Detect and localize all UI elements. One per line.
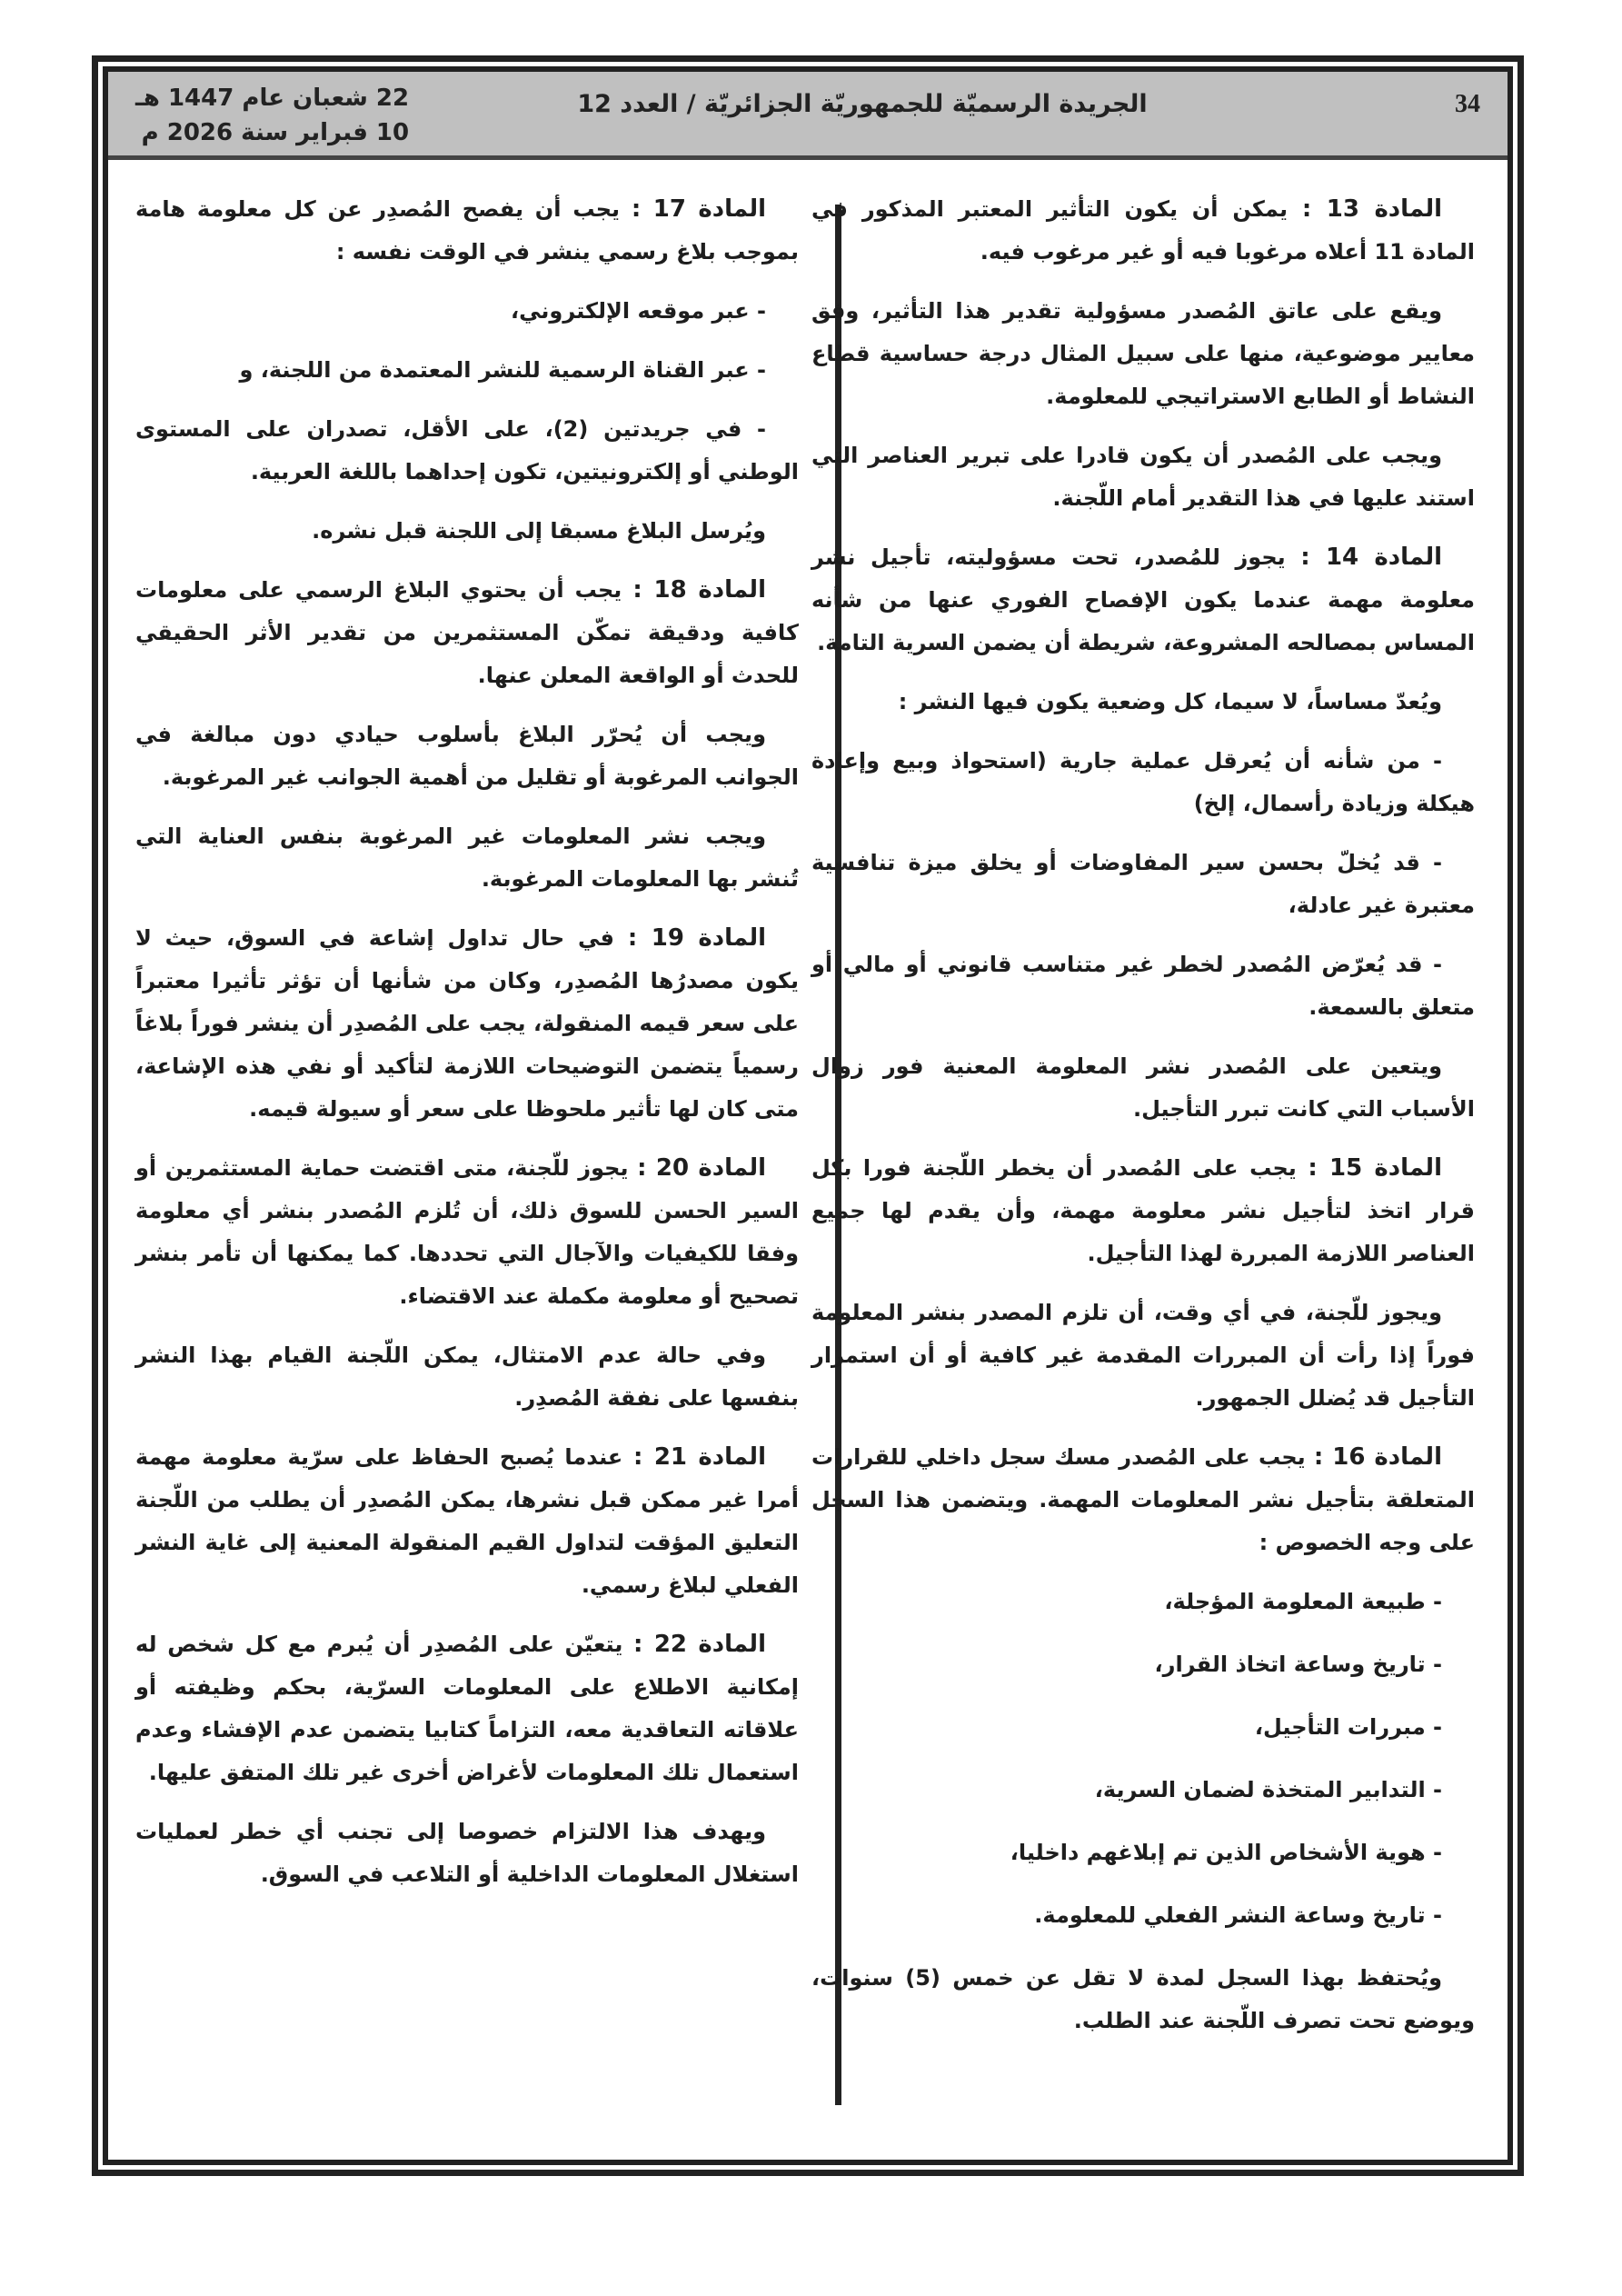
bullet-item: - من شأنه أن يُعرقل عملية جارية (استحواذ وبيع وإعادة هيكلة وزيادة رأسمال، إلخ) bbox=[811, 748, 1475, 816]
article-14: المادة 14 : يجوز للمُصدر، تحت مسؤوليته، تأجيل نشر معلومة مهمة عندما يكون الإفصاح الفوري عنها من شأنه المساس بمصالحه المشروعة، شريطة أن يضمن السرية التامة. bbox=[811, 544, 1475, 655]
page-outer-border bbox=[92, 55, 1524, 2176]
paragraph: ويجب نشر المعلومات غير المرغوبة بنفس العناية التي تُنشر بها المعلومات المرغوبة. bbox=[135, 824, 799, 892]
paragraph: ويتعين على المُصدر نشر المعلومة المعنية فور زوال الأسباب التي كانت تبرر التأجيل. bbox=[811, 1053, 1475, 1122]
paragraph: ويُرسل البلاغ مسبقا إلى اللجنة قبل نشره. bbox=[312, 518, 766, 544]
bullet-item: - قد يُعرّض المُصدر لخطر غير متناسب قانوني أو مالي أو متعلق بالسمعة. bbox=[811, 952, 1475, 1020]
closing-paragraph: ويُحتفظ بهذا السجل لمدة لا تقل عن خمس (5) سنوات، ويوضع تحت تصرف اللّجنة عند الطلب. bbox=[811, 1965, 1475, 2033]
issue-dates bbox=[135, 81, 409, 150]
left-column bbox=[135, 188, 799, 1912]
register-list-item: - هوية الأشخاص الذين تم إبلاغهم داخليا، bbox=[1010, 1840, 1442, 1865]
article-17: المادة 17 : يجب أن يفصح المُصدِر عن كل معلومة هامة بموجب بلاغ رسمي ينشر في الوقت نفسه : bbox=[135, 195, 799, 265]
article-label: المادة 15 : bbox=[1308, 1154, 1442, 1182]
paragraph: ويُعدّ مساساً، لا سيما، كل وضعية يكون فيها النشر : bbox=[898, 689, 1442, 714]
bullet-item: - في جريدتين (2)، على الأقل، تصدران على المستوى الوطني أو إلكترونيتين، تكون إحداهما باللغة العربية. bbox=[135, 416, 799, 484]
paragraph: ويجب على المُصدر أن يكون قادرا على تبرير العناصر التي استند عليها في هذا التقدير أمام اللّجنة. bbox=[811, 443, 1475, 511]
date-gregorian: 10 فبراير سنة 2026 م bbox=[141, 119, 410, 146]
bullet-item: - عبر موقعه الإلكتروني، bbox=[511, 298, 766, 324]
register-list-item: - طبيعة المعلومة المؤجلة، bbox=[1164, 1589, 1442, 1614]
paragraph: وفي حالة عدم الامتثال، يمكن اللّجنة القيام بهذا النشر بنفسها على نفقة المُصدِر. bbox=[135, 1343, 799, 1411]
paragraph: ويجب أن يُحرّر البلاغ بأسلوب حيادي دون مبالغة في الجوانب المرغوبة أو تقليل من أهمية الجوانب غير المرغوبة. bbox=[135, 722, 799, 790]
article-label: المادة 19 : bbox=[627, 924, 766, 952]
article-label: المادة 17 : bbox=[631, 195, 766, 223]
article-label: المادة 21 : bbox=[633, 1443, 766, 1471]
article-label: المادة 22 : bbox=[633, 1631, 766, 1658]
bullet-item: - عبر القناة الرسمية للنشر المعتمدة من اللجنة، و bbox=[239, 357, 766, 383]
bullet-item: - قد يُخلّ بحسن سير المفاوضات أو يخلق ميزة تنافسية معتبرة غير عادلة، bbox=[811, 850, 1475, 918]
article-16: المادة 16 : يجب على المُصدر مسك سجل داخلي للقرارات المتعلقة بتأجيل نشر المعلومات المهمة. ويتضمن هذا السجل على وجه الخصوص : bbox=[811, 1443, 1475, 1555]
paragraph: ويقع على عاتق المُصدر مسؤولية تقدير هذا التأثير، وفق معايير موضوعية، منها على سبيل المثال درجة حساسية قطاع النشاط أو الطابع الاستراتيجي للمعلومة. bbox=[811, 298, 1475, 409]
body-columns bbox=[135, 170, 1482, 2132]
article-20: المادة 20 : يجوز للّجنة، متى اقتضت حماية المستثمرين أو السير الحسن للسوق ذلك، أن تُلزم المُصدر بنشر أي معلومة وفقا للكيفيات والآجال التي تحددها. كما يمكنها أن تأمر بنشر تصحيح أو معلومة مكملة عند الاقتضاء. bbox=[135, 1154, 799, 1309]
right-column bbox=[811, 188, 1475, 2059]
register-list-item: - تاريخ وساعة النشر الفعلي للمعلومة. bbox=[1034, 1902, 1442, 1928]
article-label: المادة 14 : bbox=[1300, 544, 1442, 571]
article-label: المادة 20 : bbox=[637, 1154, 766, 1182]
gazette-title: الجريدة الرسميّة للجمهوريّة الجزائريّة / العدد 12 bbox=[577, 90, 1148, 118]
article-label: المادة 13 : bbox=[1301, 195, 1442, 223]
article-22: المادة 22 : يتعيّن على المُصدِر أن يُبرم مع كل شخص له إمكانية الاطلاع على المعلومات السرّية، بحكم وظيفته أو علاقاته التعاقدية معه، التزاماً كتابيا يتضمن عدم الإفشاء وعدم استعمال تلك المعلومات لأغراض أخرى غير تلك المتفق عليها. bbox=[135, 1631, 799, 1785]
article-label: المادة 18 : bbox=[632, 576, 766, 604]
page-header bbox=[108, 72, 1508, 160]
paragraph: ويهدف هذا الالتزام خصوصا إلى تجنب أي خطر لعمليات استغلال المعلومات الداخلية أو التلاعب في السوق. bbox=[135, 1819, 799, 1887]
article-13: المادة 13 : يمكن أن يكون التأثير المعتبر المذكور في المادة 11 أعلاه مرغوبا فيه أو غير مرغوب فيه. bbox=[811, 195, 1475, 265]
register-list-item: - تاريخ وساعة اتخاذ القرار، bbox=[1154, 1652, 1442, 1677]
paragraph: ويجوز للّجنة، في أي وقت، أن تلزم المصدر بنشر المعلومة فوراً إذا رأت أن المبررات المقدمة غير كافية أو أن استمرار التأجيل قد يُضلل الجمهور. bbox=[811, 1300, 1475, 1411]
article-18: المادة 18 : يجب أن يحتوي البلاغ الرسمي على معلومات كافية ودقيقة تمكّن المستثمرين من تقدير الأثر الحقيقي للحدث أو الواقعة المعلن عنها. bbox=[135, 576, 799, 688]
page-number: 34 bbox=[1455, 90, 1480, 118]
article-21: المادة 21 : عندما يُصبح الحفاظ على سرّية معلومة مهمة أمرا غير ممكن قبل نشرها، يمكن المُصدِر أن يطلب من اللّجنة التعليق المؤقت لتداول القيم المنقولة المعنية إلى غاية النشر الفعلي لبلاغ رسمي. bbox=[135, 1443, 799, 1598]
register-list-item: - التدابير المتخذة لضمان السرية، bbox=[1094, 1777, 1442, 1802]
article-19: المادة 19 : في حال تداول إشاعة في السوق، حيث لا يكون مصدرُها المُصدِر، وكان من شأنها أن تؤثر تأثيرا معتبراً على سعر قيمه المنقولة، يجب على المُصدِر أن ينشر فوراً بلاغاً رسمياً يتضمن التوضيحات اللازمة لتأكيد أو نفي هذه الإشاعة، متى كان لها تأثير ملحوظا على سعر أو سيولة قيمه. bbox=[135, 924, 799, 1122]
article-label: المادة 16 : bbox=[1313, 1443, 1442, 1471]
register-list-item: - مبررات التأجيل، bbox=[1254, 1714, 1442, 1740]
page-inner-border bbox=[103, 66, 1513, 2165]
article-15: المادة 15 : يجب على المُصدر أن يخطر اللّجنة فورا بكل قرار اتخذ لتأجيل نشر معلومة مهمة، وأن يقدم لها جميع العناصر اللازمة المبررة لهذا التأجيل. bbox=[811, 1154, 1475, 1266]
date-hijri: 22 شعبان عام 1447 هـ bbox=[135, 85, 410, 112]
